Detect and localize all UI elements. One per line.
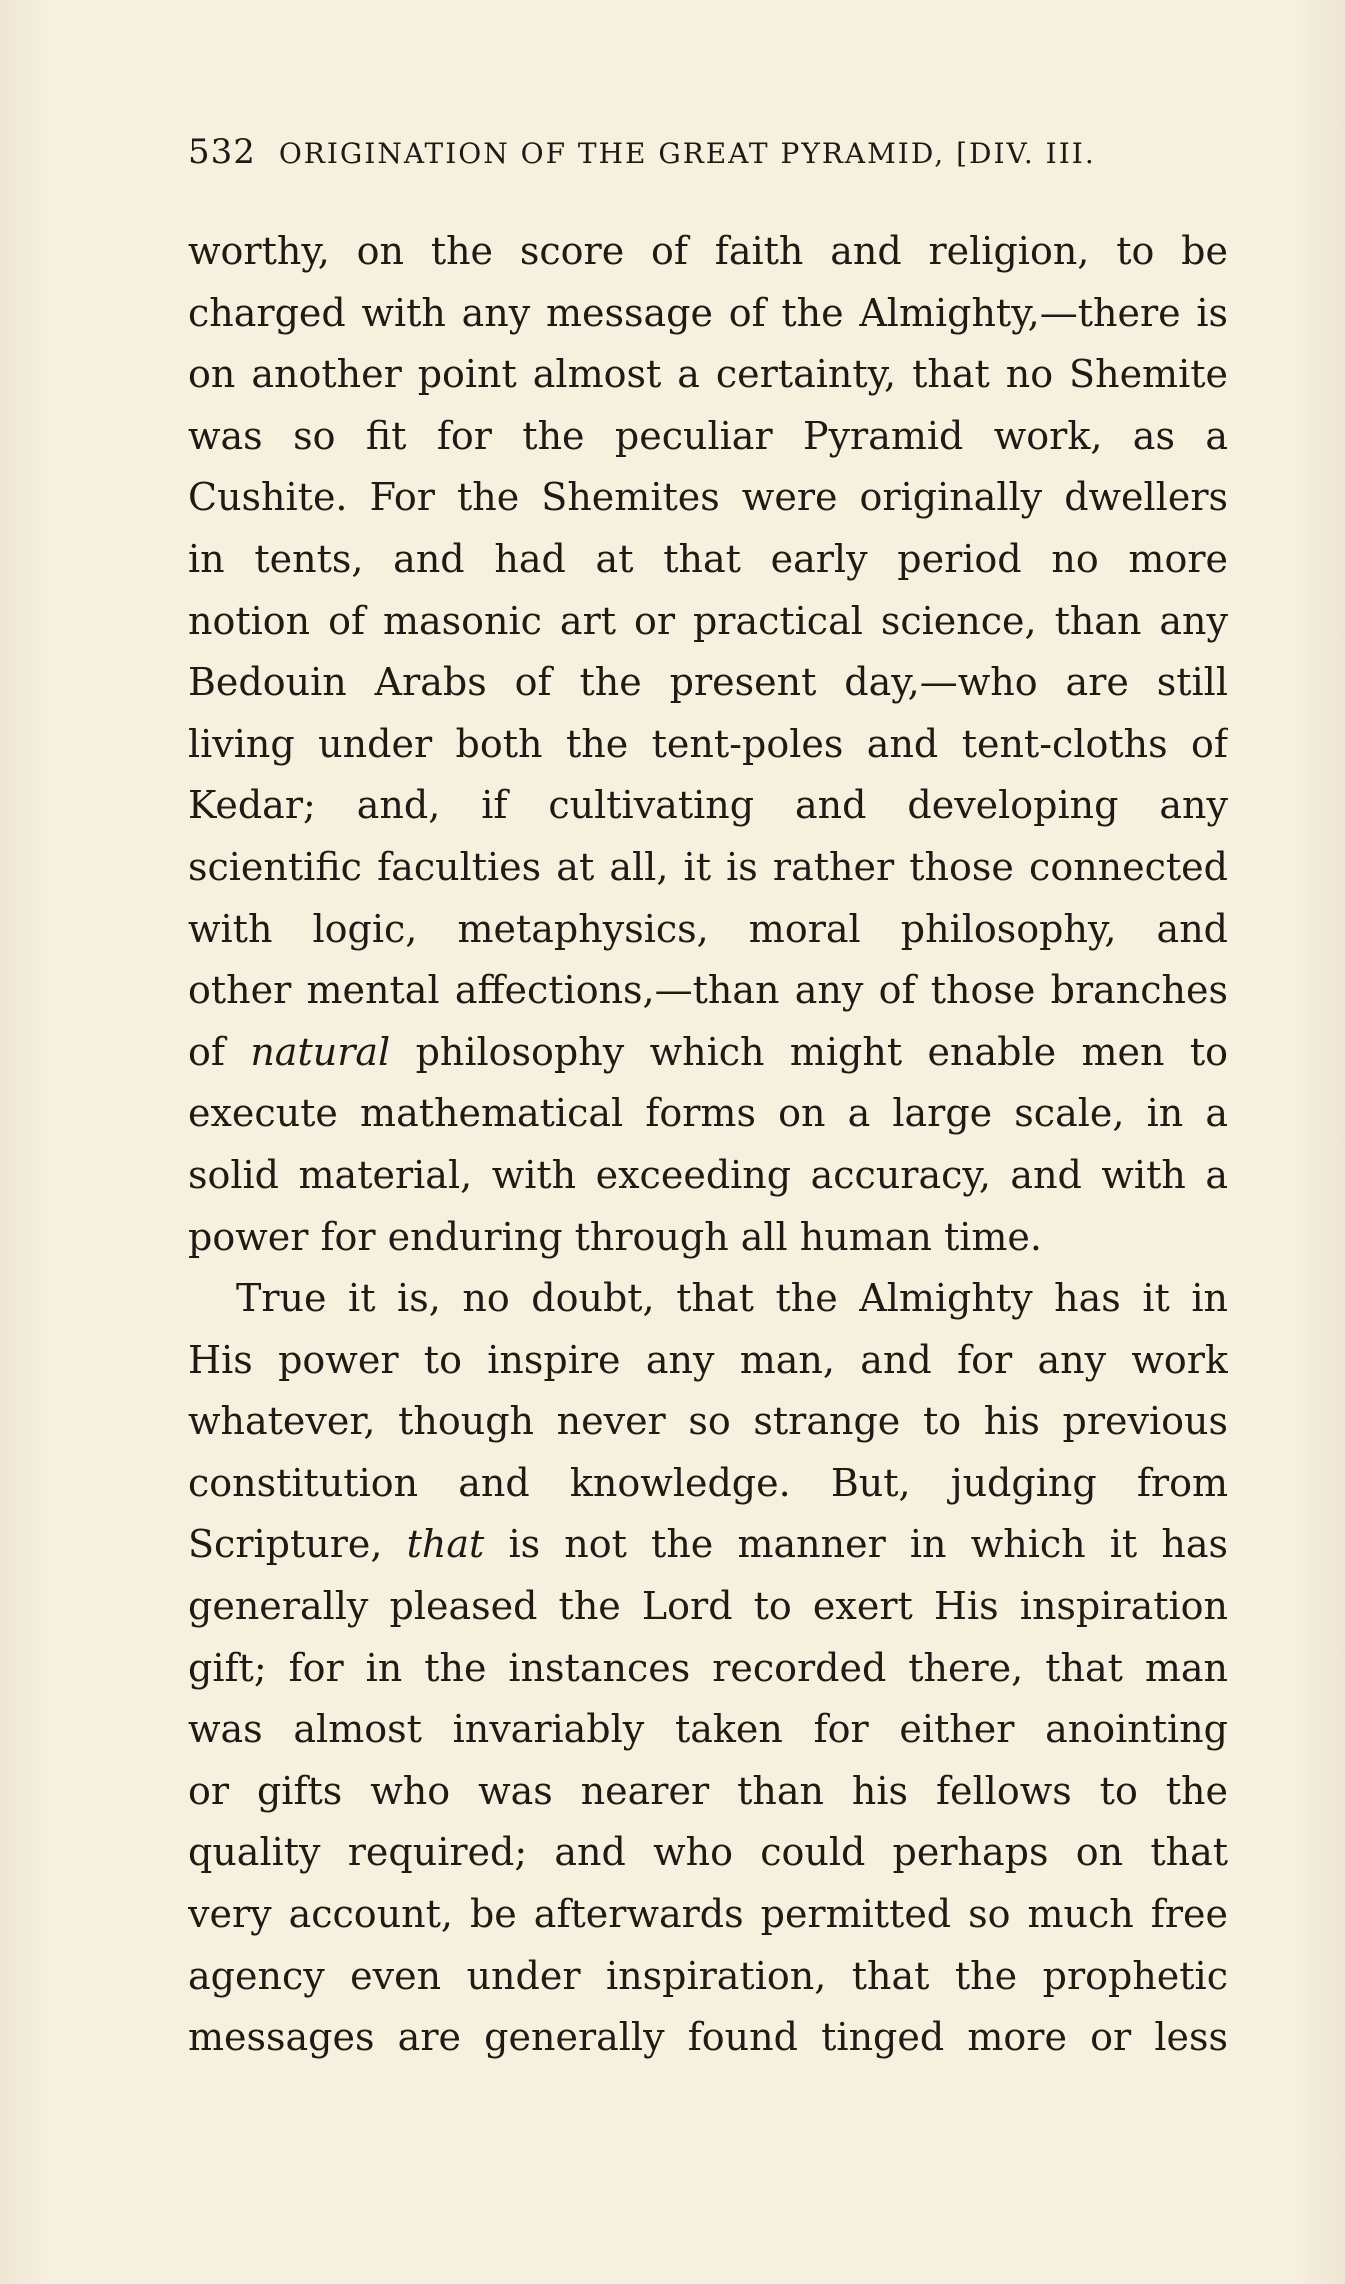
text-line: or gifts who was nearer than his fellows to the: [188, 1768, 1228, 1813]
text-line: Cushite. For the Shemites were originally dwellers: [188, 475, 1228, 520]
text-line: constitution and knowledge. But, judging from: [188, 1460, 1228, 1505]
text-line: of natural philosophy which might enable men to: [188, 1029, 1228, 1074]
text-line: scientific faculties at all, it is rather those connected: [188, 844, 1228, 889]
page-number: 532: [188, 132, 256, 172]
text-line: in tents, and had at that early period no more: [188, 536, 1228, 581]
text-line: Scripture, that is not the manner in which it has: [188, 1522, 1228, 1567]
text-line: agency even under inspiration, that the prophetic: [188, 1953, 1228, 1998]
text-line: living under both the tent-poles and tent-cloths of: [188, 721, 1228, 766]
body-text: [188, 221, 1228, 2069]
text-line: execute mathematical forms on a large scale, in a: [188, 1091, 1228, 1136]
text-line: was so fit for the peculiar Pyramid work, as a: [188, 413, 1228, 458]
text-line: solid material, with exceeding accuracy, and with a: [188, 1152, 1228, 1197]
italic-emphasis: that: [406, 1522, 485, 1567]
text-line: Kedar; and, if cultivating and developing any: [188, 783, 1228, 828]
text-line: other mental affections,—than any of those branches: [188, 968, 1228, 1013]
text-line: generally pleased the Lord to exert His inspiration: [188, 1584, 1228, 1629]
text-line: quality required; and who could perhaps on that: [188, 1830, 1228, 1875]
text-line: whatever, though never so strange to his previous: [188, 1399, 1228, 1444]
text-line: His power to inspire any man, and for any work: [188, 1337, 1228, 1382]
text-line: was almost invariably taken for either anointing: [188, 1707, 1228, 1752]
text-line: Bedouin Arabs of the present day,—who are still: [188, 660, 1228, 705]
text-line: charged with any message of the Almighty,—there is: [188, 290, 1228, 335]
text-line: on another point almost a certainty, that no Shemite: [188, 352, 1228, 397]
text-line: gift; for in the instances recorded there, that man: [188, 1645, 1228, 1690]
text-line: with logic, metaphysics, moral philosophy, and: [188, 906, 1228, 951]
italic-emphasis: natural: [250, 1029, 391, 1074]
running-title: ORIGINATION OF THE GREAT PYRAMID, [DIV. III.: [278, 137, 1096, 170]
text-line: very account, be afterwards permitted so much free: [188, 1892, 1228, 1937]
paragraph-start-line: True it is, no doubt, that the Almighty has it in: [236, 1276, 1228, 1321]
text-line: notion of masonic art or practical science, than any: [188, 598, 1228, 643]
text-line: worthy, on the score of faith and religion, to be: [188, 229, 1228, 273]
paragraph-end-line: power for enduring through all human time.: [188, 1214, 1042, 1259]
running-head: [188, 124, 1228, 180]
text-line: messages are generally found tinged more or less: [188, 2015, 1228, 2060]
